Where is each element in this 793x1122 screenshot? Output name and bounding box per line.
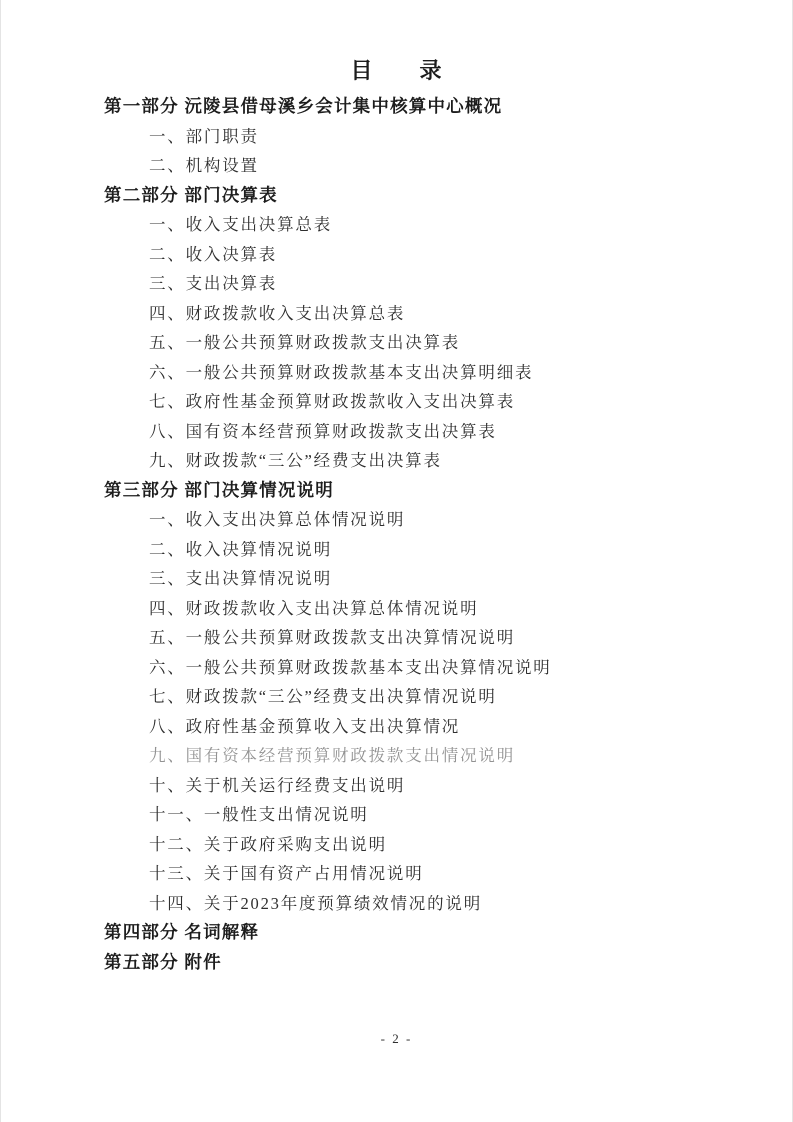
table-of-contents bbox=[104, 92, 762, 977]
toc-item: 九、国有资本经营预算财政拨款支出情况说明 bbox=[149, 746, 515, 765]
toc-item: 六、一般公共预算财政拨款基本支出决算情况说明 bbox=[149, 657, 552, 677]
toc-item: 七、财政拨款“三公”经费支出决算情况说明 bbox=[149, 687, 497, 706]
toc-item: 五、一般公共预算财政拨款支出决算表 bbox=[149, 333, 461, 352]
page-number: - 2 - bbox=[380, 1031, 413, 1046]
toc-item: 六、一般公共预算财政拨款基本支出决算明细表 bbox=[149, 362, 534, 382]
toc-item: 八、国有资本经营预算财政拨款支出决算表 bbox=[149, 421, 497, 441]
toc-item: 十一、一般性支出情况说明 bbox=[149, 805, 369, 824]
toc-item: 二、收入决算情况说明 bbox=[149, 539, 332, 559]
toc-item: 五、一般公共预算财政拨款支出决算情况说明 bbox=[149, 628, 515, 647]
toc-item: 二、机构设置 bbox=[149, 156, 259, 175]
toc-item: 十、关于机关运行经费支出说明 bbox=[149, 775, 406, 795]
toc-item: 三、支出决算情况说明 bbox=[149, 569, 332, 588]
toc-item: 十三、关于国有资产占用情况说明 bbox=[149, 864, 424, 883]
page-title: 目 录 bbox=[350, 58, 443, 83]
toc-item: 四、财政拨款收入支出决算总表 bbox=[149, 303, 406, 323]
toc-item: 九、财政拨款“三公”经费支出决算表 bbox=[149, 451, 442, 470]
toc-item: 十四、关于2023年度预算绩效情况的说明 bbox=[149, 893, 482, 913]
toc-item: 七、政府性基金预算财政拨款收入支出决算表 bbox=[149, 392, 515, 411]
toc-section-heading: 第五部分 附件 bbox=[104, 951, 222, 972]
toc-item: 十二、关于政府采购支出说明 bbox=[149, 834, 387, 854]
toc-section-heading: 第一部分 沅陵县借母溪乡会计集中核算中心概况 bbox=[104, 96, 503, 116]
toc-item: 八、政府性基金预算收入支出决算情况 bbox=[149, 716, 461, 736]
toc-item: 一、收入支出决算总体情况说明 bbox=[149, 510, 406, 529]
toc-item: 一、收入支出决算总表 bbox=[149, 215, 332, 234]
toc-section-heading: 第三部分 部门决算情况说明 bbox=[104, 479, 334, 500]
toc-item: 二、收入决算表 bbox=[149, 244, 278, 264]
toc-item: 四、财政拨款收入支出决算总体情况说明 bbox=[149, 598, 479, 618]
toc-item: 三、支出决算表 bbox=[149, 274, 278, 293]
toc-section-heading: 第二部分 部门决算表 bbox=[104, 184, 278, 205]
toc-section-heading: 第四部分 名词解释 bbox=[104, 922, 260, 942]
toc-item: 一、部门职责 bbox=[149, 126, 259, 146]
